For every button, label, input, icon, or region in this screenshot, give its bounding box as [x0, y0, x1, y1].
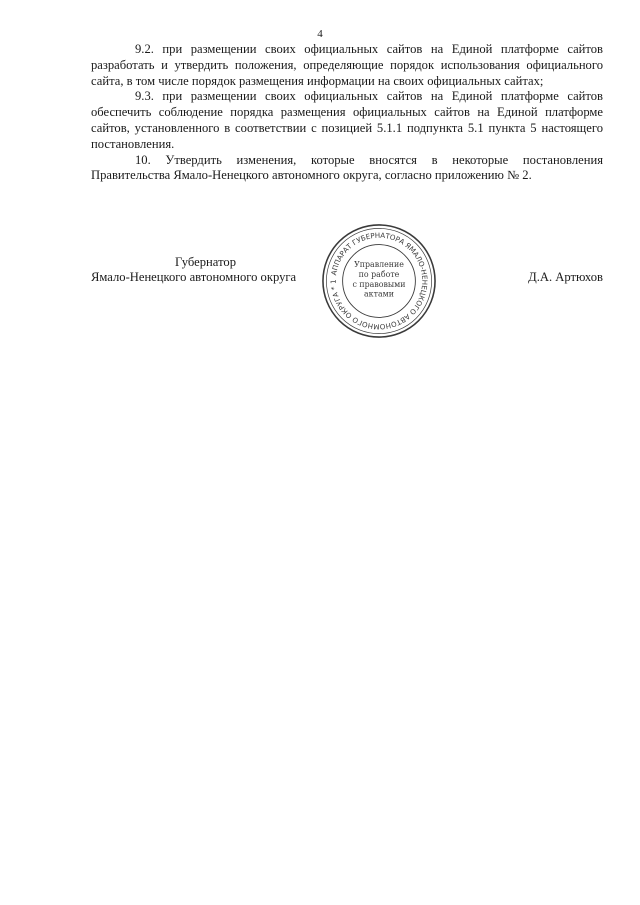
- seal-center-line-2: по работе: [358, 270, 400, 280]
- paragraph-10: 10. Утвердить изменения, которые вносятся в некоторые постановления Правительства Ямало-Ненецкого автономного округа, согласно приложению № 2.: [91, 152, 603, 183]
- paragraph-9-3: 9.3. при размещении своих официальных сайтов на Единой платформе сайтов обеспечить соблюдение порядка размещения официальных сайтов на Единой платформе сайтов, установленного в соответствии с позицией 5.1.1 подпункта 5.1 пункта 5 настоящего постановления.: [91, 89, 603, 151]
- seal-ring-textpath: АППАРАТ ГУБЕРНАТОРА ЯМАЛО-НЕНЕЦКОГО АВТОНОМНОГО ОКРУГА * 1: [328, 230, 430, 332]
- seal-center-line-4: актами: [364, 289, 394, 299]
- position-title: Губернатор: [175, 255, 236, 269]
- seal-center-line-3: с правовыми: [352, 279, 406, 289]
- official-seal-stamp: [320, 222, 438, 340]
- page-number: 4: [317, 28, 323, 40]
- document-body: [91, 42, 603, 184]
- position-organization: Ямало-Ненецкого автономного округа: [91, 270, 297, 284]
- signatory-name: Д.А. Артюхов: [528, 270, 603, 284]
- paragraph-9-2: 9.2. при размещении своих официальных сайтов на Единой платформе сайтов разработать и утвердить положения, определяющие порядок использования официального сайта, в том числе порядок размещения информации на своих официальных сайтах;: [91, 42, 603, 88]
- seal-graphic: [320, 222, 438, 340]
- seal-center-line-1: Управление: [354, 260, 404, 270]
